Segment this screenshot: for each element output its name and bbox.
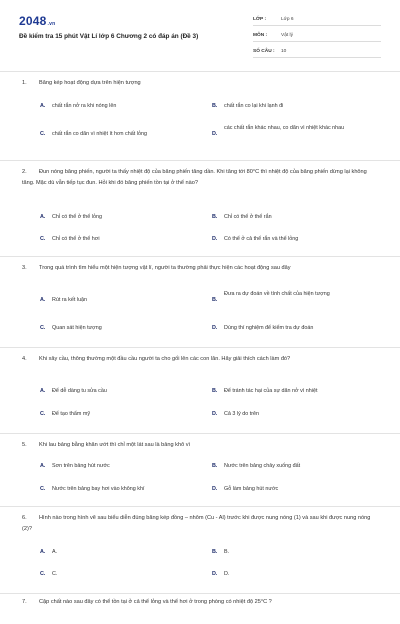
option-letter: A. <box>40 214 46 220</box>
question-body: Khi xây cầu, thông thường một đầu cầu người ta cho gối lên các con lăn. Hãy giải thích cách làm đó? <box>39 356 291 362</box>
option-letter: D. <box>212 571 218 577</box>
option-text: Chỉ có thể ở thể rắn <box>224 214 272 220</box>
option-d[interactable] <box>212 234 382 245</box>
option-text: C. <box>52 571 58 577</box>
question-body: Khi lau bảng bằng khăn ướt thì chỉ một lát sau là bảng khô vì <box>39 442 191 448</box>
question-number: 7. <box>22 599 27 605</box>
option-letter: A. <box>40 549 46 555</box>
option-a[interactable] <box>40 547 210 558</box>
option-text: chất rắn co dãn vì nhiệt ít hơn chất lỏng <box>52 131 147 137</box>
option-letter: B. <box>212 549 218 555</box>
question-number: 1. <box>22 80 27 86</box>
option-text: Đưa ra dự đoán về tính chất của hiện tượng <box>224 291 330 297</box>
option-text: Nước trên bảng chảy xuống đất <box>224 463 301 469</box>
option-text: chất rắn nở ra khi nóng lên <box>52 103 117 109</box>
question-item <box>0 507 400 594</box>
option-text: Rút ra kết luận <box>52 297 88 303</box>
option-d[interactable] <box>212 123 362 140</box>
option-letter: A. <box>40 297 46 303</box>
question-number: 4. <box>22 356 27 362</box>
question-item <box>0 594 400 624</box>
option-letter: A. <box>40 463 46 469</box>
question-text <box>22 354 372 365</box>
question-body: Băng kép hoạt động dựa trên hiện tượng <box>39 80 141 86</box>
logo-suffix: .vn <box>47 21 56 27</box>
option-a[interactable] <box>40 295 210 306</box>
option-letter: C. <box>40 236 46 242</box>
option-b[interactable] <box>212 289 372 306</box>
header <box>0 0 400 72</box>
option-letter: A. <box>40 103 46 109</box>
meta-count-value: 10 <box>281 48 287 54</box>
option-text: chất rắn co lại khi lạnh đi <box>224 103 284 109</box>
option-text: Gỗ làm bảng hút nước <box>224 486 279 492</box>
option-d[interactable] <box>212 484 382 495</box>
option-d[interactable] <box>212 409 382 420</box>
site-logo[interactable] <box>19 14 55 28</box>
option-text: Chỉ có thể ở thể hơi <box>52 236 100 242</box>
option-b[interactable] <box>212 101 382 112</box>
option-c[interactable] <box>40 323 210 334</box>
question-number: 6. <box>22 515 27 521</box>
option-text: Để dễ dàng tu sửa cầu <box>52 388 107 394</box>
option-letter: C. <box>40 131 46 137</box>
option-c[interactable] <box>40 234 210 245</box>
option-d[interactable] <box>212 323 382 334</box>
option-text: Chỉ có thể ở thể lỏng <box>52 214 102 220</box>
question-number: 2. <box>22 169 27 175</box>
meta-subject <box>253 29 381 42</box>
option-text: Để tránh tác hại của sự dãn nở vì nhiệt <box>224 388 318 394</box>
question-list <box>0 72 400 624</box>
meta-count <box>253 45 381 58</box>
option-letter: B. <box>212 463 218 469</box>
option-text: Nước trên bảng bay hơi vào không khí <box>52 486 145 492</box>
option-letter: C. <box>40 486 46 492</box>
meta-subject-label: MÔN : <box>253 32 268 38</box>
question-number: 5. <box>22 442 27 448</box>
logo-text: 2048 <box>19 14 47 28</box>
option-letter: B. <box>212 297 218 303</box>
option-b[interactable] <box>212 461 382 472</box>
option-text: Dùng thí nghiệm để kiểm tra dự đoán <box>224 325 314 331</box>
option-letter: D. <box>212 486 218 492</box>
question-text <box>22 513 372 535</box>
option-b[interactable] <box>212 547 382 558</box>
option-c[interactable] <box>40 129 210 140</box>
option-c[interactable] <box>40 484 210 495</box>
question-text <box>22 440 372 451</box>
option-text: D. <box>224 571 230 577</box>
option-letter: C. <box>40 571 46 577</box>
option-a[interactable] <box>40 212 210 223</box>
option-a[interactable] <box>40 101 210 112</box>
option-letter: B. <box>212 214 218 220</box>
option-b[interactable] <box>212 212 382 223</box>
question-body: Cặp chất nào sau đây có thể tồn tại ở cả thể lỏng và thể hơi ở trong phòng có nhiệt độ 25°C ? <box>39 599 272 605</box>
question-number: 3. <box>22 265 27 271</box>
option-letter: A. <box>40 388 46 394</box>
meta-class-label: LỚP : <box>253 16 267 22</box>
question-text <box>22 263 372 274</box>
option-text: Quan sát hiện tượng <box>52 325 102 331</box>
question-item <box>0 72 400 161</box>
meta-count-label: SỐ CÂU : <box>253 48 275 54</box>
meta-subject-value: Vật lý <box>281 32 293 38</box>
question-text <box>22 597 372 608</box>
option-letter: B. <box>212 388 218 394</box>
option-letter: D. <box>212 131 218 137</box>
question-body: Đun nóng băng phiến, người ta thấy nhiệt độ của băng phiến tăng dần. Khi tăng tới 80°C thì nhiệt độ của băng phiến dừng lại không tăng. Mặc dù vẫn tiếp tục đun. Hỏi khi đó băng phiến tồn tại ở thể nào? <box>22 169 367 186</box>
option-c[interactable] <box>40 409 210 420</box>
option-letter: D. <box>212 236 218 242</box>
question-text <box>22 167 372 189</box>
question-item <box>0 434 400 507</box>
question-body: Trong quá trình tìm hiểu một hiện tượng vật lí, người ta thường phải thực hiện các hoạt động sau đây <box>39 265 291 271</box>
option-a[interactable] <box>40 386 210 397</box>
question-item <box>0 161 400 257</box>
option-text: Cả 3 lý do trên <box>224 411 260 417</box>
option-text: Có thể ở cả thể rắn và thể lỏng <box>224 236 299 242</box>
option-a[interactable] <box>40 461 210 472</box>
option-text: các chất rắn khác nhau, co dãn vì nhiệt khác nhau <box>224 125 345 131</box>
option-letter: D. <box>212 411 218 417</box>
exam-meta <box>253 13 381 61</box>
meta-class-value: Lớp 6 <box>281 16 294 22</box>
option-letter: C. <box>40 411 46 417</box>
question-text <box>22 78 372 89</box>
question-item <box>0 257 400 348</box>
option-letter: D. <box>212 325 218 331</box>
meta-class <box>253 13 381 26</box>
question-item <box>0 348 400 434</box>
option-d[interactable] <box>212 569 382 580</box>
option-text: B. <box>224 549 230 555</box>
option-b[interactable] <box>212 386 382 397</box>
option-text: Sơn trên bảng hút nước <box>52 463 110 469</box>
page-title: Đề kiểm tra 15 phút Vật Lí lớp 6 Chương 2 có đáp án (Đề 3) <box>19 33 199 40</box>
question-body: Hình nào trong hình vẽ sau biểu diễn đúng băng kép đồng – nhôm (Cu - Al) trước khi được nung nóng (1) và sau khi được nung nóng (2)? <box>22 515 371 532</box>
option-text: Để tạo thẩm mỹ <box>52 411 91 417</box>
option-text: A. <box>52 549 58 555</box>
option-letter: B. <box>212 103 218 109</box>
option-letter: C. <box>40 325 46 331</box>
option-c[interactable] <box>40 569 210 580</box>
